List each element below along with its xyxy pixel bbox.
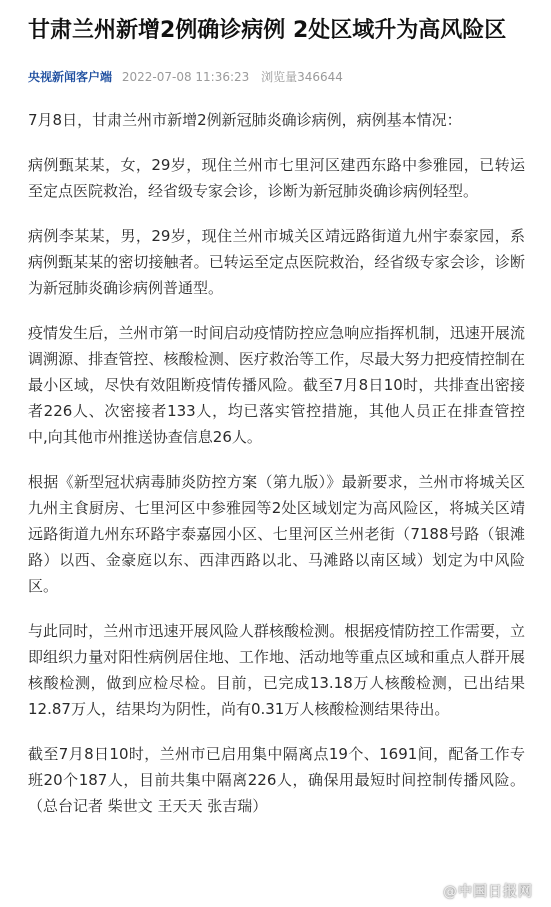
article-title: 甘肃兰州新增2例确诊病例 2处区域升为高风险区 (28, 18, 507, 43)
paragraph: 病例李某某，男，29岁，现住兰州市城关区靖远路街道九州宇泰家园，系病例甄某某的密切接触者。已转运至定点医院救治，经省级专家会诊，诊断为新冠肺炎确诊病例普通型。 (28, 227, 525, 297)
paragraph: 根据《新型冠状病毒肺炎防控方案（第九版）》最新要求，兰州市将城关区九州主食厨房、七里河区中参雅园等2处区域划定为高风险区，将城关区靖远路街道九州东环路宇泰嘉园小区、七里河区兰州老街（7188号路（银滩路）以西、金豪庭以东、西津西路以北、马滩路以南区域）划定为中风险区。 (28, 473, 525, 595)
article-meta (28, 69, 525, 85)
paragraph: 截至7月8日10时，兰州市已启用集中隔离点19个、1691间，配备工作专班20个187人，目前共集中隔离226人，确保用最短时间控制传播风险。（总台记者 柴世文 王天天 张吉瑞） (28, 745, 525, 815)
view-count: 浏览量346644 (261, 70, 343, 84)
paragraph: 与此同时，兰州市迅速开展风险人群核酸检测。根据疫情防控工作需要，立即组织力量对阳性病例居住地、工作地、活动地等重点区域和重点人群开展核酸检测，做到应检尽检。目前，已完成13.18万人核酸检测，已出结果12.87万人，结果均为阴性，尚有0.31万人核酸检测结果待出。 (28, 622, 525, 718)
article-body (28, 107, 525, 819)
paragraph: 疫情发生后，兰州市第一时间启动疫情防控应急响应指挥机制，迅速开展流调溯源、排查管控、核酸检测、医疗救治等工作，尽最大努力把疫情控制在最小区域，尽快有效阻断疫情传播风险。截至7月8日10时，共排查出密接者226人、次密接者133人，均已落实管控措施，其他人员正在排查管控中,向其他市州推送协查信息26人。 (28, 324, 525, 446)
paragraph: 病例甄某某，女，29岁，现住兰州市七里河区建西东路中参雅园，已转运至定点医院救治，经省级专家会诊，诊断为新冠肺炎确诊病例轻型。 (28, 156, 525, 200)
paragraph: 7月8日，甘肃兰州市新增2例新冠肺炎确诊病例，病例基本情况： (28, 111, 462, 129)
watermark: @中国日报网 (443, 884, 533, 900)
publish-time: 2022-07-08 11:36:23 (121, 70, 250, 84)
source-link[interactable]: 央视新闻客户端 (28, 70, 113, 84)
